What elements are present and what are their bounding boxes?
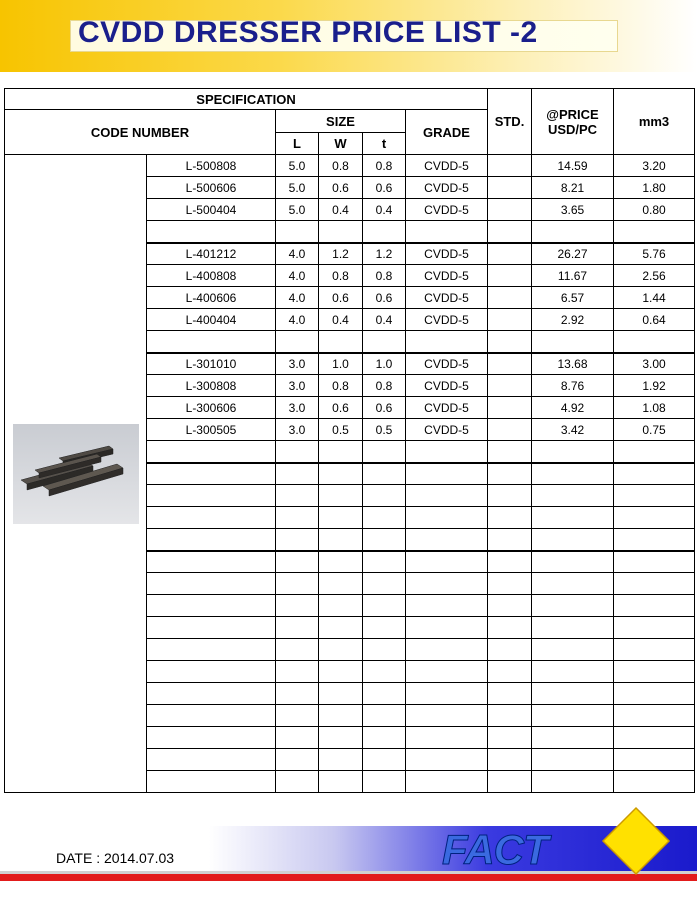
cell-grade xyxy=(406,749,488,771)
cell-t xyxy=(363,551,406,573)
cell-code: L-301010 xyxy=(147,353,276,375)
cell-w xyxy=(319,727,363,749)
cell-w: 0.8 xyxy=(319,155,363,177)
cell-grade xyxy=(406,573,488,595)
cell-price xyxy=(532,331,614,353)
header-price-line2: USD/PC xyxy=(547,121,598,137)
cell-grade: CVDD-5 xyxy=(406,287,488,309)
cell-code xyxy=(147,771,276,793)
cell-t: 0.8 xyxy=(363,155,406,177)
cell-grade xyxy=(406,551,488,573)
cell-grade xyxy=(406,639,488,661)
cell-price: 3.42 xyxy=(532,419,614,441)
cell-grade xyxy=(406,661,488,683)
cell-std xyxy=(488,265,532,287)
cell-grade xyxy=(406,485,488,507)
cell-code xyxy=(147,331,276,353)
cell-l xyxy=(276,331,319,353)
product-photo-cell xyxy=(5,155,147,793)
cell-l xyxy=(276,639,319,661)
cell-grade xyxy=(406,507,488,529)
cell-w xyxy=(319,463,363,485)
cell-l xyxy=(276,507,319,529)
cell-price xyxy=(532,507,614,529)
cell-t xyxy=(363,683,406,705)
cell-grade xyxy=(406,771,488,793)
table-row xyxy=(5,155,695,177)
header-specification: SPECIFICATION xyxy=(5,89,488,110)
cell-code: L-300505 xyxy=(147,419,276,441)
cell-w xyxy=(319,331,363,353)
cell-l xyxy=(276,463,319,485)
footer-red-stripe xyxy=(0,874,697,881)
cell-price: 14.59 xyxy=(532,155,614,177)
cell-t: 0.4 xyxy=(363,199,406,221)
cell-mm3 xyxy=(614,551,695,573)
cell-w: 0.4 xyxy=(319,199,363,221)
cell-t xyxy=(363,771,406,793)
cell-t xyxy=(363,485,406,507)
cell-w xyxy=(319,551,363,573)
cell-std xyxy=(488,485,532,507)
cell-price: 6.57 xyxy=(532,287,614,309)
cell-grade: CVDD-5 xyxy=(406,177,488,199)
cell-std xyxy=(488,375,532,397)
cell-w xyxy=(319,529,363,551)
cell-grade: CVDD-5 xyxy=(406,199,488,221)
cell-w: 0.5 xyxy=(319,419,363,441)
cell-code xyxy=(147,507,276,529)
cell-w xyxy=(319,573,363,595)
brand-logo: FACT xyxy=(442,826,548,873)
cell-mm3: 0.80 xyxy=(614,199,695,221)
cell-mm3 xyxy=(614,441,695,463)
cell-t xyxy=(363,617,406,639)
cell-mm3: 5.76 xyxy=(614,243,695,265)
cell-price: 11.67 xyxy=(532,265,614,287)
cell-grade: CVDD-5 xyxy=(406,265,488,287)
cell-mm3: 1.92 xyxy=(614,375,695,397)
cell-price xyxy=(532,661,614,683)
cell-price xyxy=(532,573,614,595)
cell-w xyxy=(319,485,363,507)
cell-code: L-500808 xyxy=(147,155,276,177)
cell-l xyxy=(276,727,319,749)
cell-grade: CVDD-5 xyxy=(406,419,488,441)
cell-code xyxy=(147,529,276,551)
cell-code xyxy=(147,441,276,463)
date-label: DATE : 2014.07.03 xyxy=(56,850,175,866)
cell-code xyxy=(147,749,276,771)
cell-l: 3.0 xyxy=(276,353,319,375)
cell-mm3: 0.64 xyxy=(614,309,695,331)
cell-std xyxy=(488,573,532,595)
cell-code: L-300606 xyxy=(147,397,276,419)
cell-std xyxy=(488,199,532,221)
cell-code: L-400606 xyxy=(147,287,276,309)
cell-t xyxy=(363,331,406,353)
cell-grade xyxy=(406,441,488,463)
cell-price xyxy=(532,551,614,573)
cell-std xyxy=(488,749,532,771)
cell-l xyxy=(276,595,319,617)
cell-t xyxy=(363,441,406,463)
cell-price: 13.68 xyxy=(532,353,614,375)
cell-t: 1.0 xyxy=(363,353,406,375)
cell-mm3 xyxy=(614,683,695,705)
header-size: SIZE xyxy=(276,110,406,133)
cell-w xyxy=(319,507,363,529)
cell-grade: CVDD-5 xyxy=(406,397,488,419)
cell-mm3 xyxy=(614,463,695,485)
cell-w xyxy=(319,595,363,617)
cell-l xyxy=(276,441,319,463)
cell-l: 3.0 xyxy=(276,397,319,419)
cell-grade xyxy=(406,727,488,749)
cell-w: 0.6 xyxy=(319,287,363,309)
cell-std xyxy=(488,155,532,177)
cell-std xyxy=(488,441,532,463)
cell-price xyxy=(532,529,614,551)
cell-std xyxy=(488,397,532,419)
cell-w xyxy=(319,617,363,639)
cell-mm3 xyxy=(614,617,695,639)
cell-w xyxy=(319,639,363,661)
cell-grade: CVDD-5 xyxy=(406,243,488,265)
cell-l xyxy=(276,661,319,683)
cell-price xyxy=(532,705,614,727)
cell-code xyxy=(147,661,276,683)
cell-t xyxy=(363,507,406,529)
cell-l xyxy=(276,551,319,573)
cell-l xyxy=(276,573,319,595)
header-l: L xyxy=(276,133,319,155)
cell-grade xyxy=(406,331,488,353)
cell-price: 8.21 xyxy=(532,177,614,199)
cell-mm3 xyxy=(614,221,695,243)
cell-t: 0.8 xyxy=(363,265,406,287)
cell-mm3: 3.00 xyxy=(614,353,695,375)
cell-price: 8.76 xyxy=(532,375,614,397)
header-code-number: CODE NUMBER xyxy=(5,110,276,155)
price-table xyxy=(4,88,695,793)
cell-mm3 xyxy=(614,573,695,595)
cell-l xyxy=(276,617,319,639)
cell-t: 0.4 xyxy=(363,309,406,331)
cell-price xyxy=(532,617,614,639)
cell-t: 0.6 xyxy=(363,397,406,419)
cell-w xyxy=(319,771,363,793)
cell-std xyxy=(488,683,532,705)
cell-code xyxy=(147,485,276,507)
cell-price xyxy=(532,463,614,485)
cell-std xyxy=(488,177,532,199)
cell-w: 0.4 xyxy=(319,309,363,331)
cell-t: 0.8 xyxy=(363,375,406,397)
cell-mm3: 2.56 xyxy=(614,265,695,287)
cell-mm3 xyxy=(614,595,695,617)
cell-w: 0.6 xyxy=(319,177,363,199)
header-price-line1: @PRICE xyxy=(546,106,599,122)
cell-t xyxy=(363,727,406,749)
cell-code: L-400808 xyxy=(147,265,276,287)
header-mm3: mm3 xyxy=(614,89,695,155)
header-std: STD. xyxy=(488,89,532,155)
cell-l: 3.0 xyxy=(276,419,319,441)
cell-price: 3.65 xyxy=(532,199,614,221)
cell-std xyxy=(488,595,532,617)
header-t: t xyxy=(363,133,406,155)
cell-std xyxy=(488,639,532,661)
cell-price xyxy=(532,727,614,749)
cell-l xyxy=(276,771,319,793)
cell-t xyxy=(363,529,406,551)
cell-mm3: 0.75 xyxy=(614,419,695,441)
cell-std xyxy=(488,287,532,309)
cell-mm3 xyxy=(614,639,695,661)
cell-l xyxy=(276,529,319,551)
cell-std xyxy=(488,353,532,375)
cell-std xyxy=(488,551,532,573)
cell-mm3: 1.44 xyxy=(614,287,695,309)
cell-grade: CVDD-5 xyxy=(406,375,488,397)
cell-mm3 xyxy=(614,507,695,529)
cell-grade xyxy=(406,705,488,727)
cell-l: 5.0 xyxy=(276,177,319,199)
cell-mm3: 1.08 xyxy=(614,397,695,419)
cell-mm3 xyxy=(614,331,695,353)
cell-code xyxy=(147,463,276,485)
cell-grade xyxy=(406,221,488,243)
cell-l: 4.0 xyxy=(276,309,319,331)
cell-code xyxy=(147,727,276,749)
cell-price xyxy=(532,595,614,617)
cell-code xyxy=(147,573,276,595)
price-table-body xyxy=(5,155,695,793)
cell-l: 4.0 xyxy=(276,243,319,265)
cell-t xyxy=(363,595,406,617)
header-price xyxy=(532,89,614,155)
cell-w: 0.8 xyxy=(319,375,363,397)
cell-t: 0.6 xyxy=(363,287,406,309)
cell-w: 0.8 xyxy=(319,265,363,287)
yellow-diamond-icon xyxy=(601,806,671,876)
cell-w xyxy=(319,221,363,243)
cell-code xyxy=(147,617,276,639)
cell-mm3 xyxy=(614,771,695,793)
cell-code xyxy=(147,639,276,661)
cell-grade: CVDD-5 xyxy=(406,155,488,177)
cell-grade xyxy=(406,463,488,485)
cell-l: 3.0 xyxy=(276,375,319,397)
cell-price xyxy=(532,771,614,793)
cell-l xyxy=(276,705,319,727)
cell-l xyxy=(276,485,319,507)
cell-code xyxy=(147,595,276,617)
cell-std xyxy=(488,243,532,265)
cvdd-dresser-sticks-photo xyxy=(13,424,139,524)
cell-w xyxy=(319,705,363,727)
cell-grade xyxy=(406,683,488,705)
cell-price xyxy=(532,683,614,705)
cell-mm3 xyxy=(614,727,695,749)
cell-std xyxy=(488,221,532,243)
cell-code xyxy=(147,683,276,705)
cell-price xyxy=(532,441,614,463)
cell-code xyxy=(147,705,276,727)
cell-l xyxy=(276,221,319,243)
cell-l: 4.0 xyxy=(276,265,319,287)
cell-t xyxy=(363,749,406,771)
cell-l xyxy=(276,749,319,771)
cell-price: 4.92 xyxy=(532,397,614,419)
cell-t: 1.2 xyxy=(363,243,406,265)
header-w: W xyxy=(319,133,363,155)
cell-std xyxy=(488,771,532,793)
cell-w xyxy=(319,661,363,683)
cell-std xyxy=(488,529,532,551)
cell-w: 1.0 xyxy=(319,353,363,375)
cell-std xyxy=(488,727,532,749)
cell-t xyxy=(363,661,406,683)
cell-t: 0.5 xyxy=(363,419,406,441)
cell-price xyxy=(532,221,614,243)
cell-l: 5.0 xyxy=(276,155,319,177)
cell-code: L-500404 xyxy=(147,199,276,221)
cell-price: 26.27 xyxy=(532,243,614,265)
cell-price xyxy=(532,639,614,661)
cell-std xyxy=(488,705,532,727)
cell-std xyxy=(488,507,532,529)
cell-t xyxy=(363,463,406,485)
cell-std xyxy=(488,419,532,441)
cell-std xyxy=(488,463,532,485)
cell-t xyxy=(363,639,406,661)
cell-price xyxy=(532,749,614,771)
cell-t xyxy=(363,573,406,595)
cell-mm3 xyxy=(614,749,695,771)
cell-w xyxy=(319,441,363,463)
cell-code: L-401212 xyxy=(147,243,276,265)
cell-std xyxy=(488,661,532,683)
cell-w: 0.6 xyxy=(319,397,363,419)
cell-mm3: 3.20 xyxy=(614,155,695,177)
cell-mm3: 1.80 xyxy=(614,177,695,199)
cell-std xyxy=(488,331,532,353)
cell-mm3 xyxy=(614,529,695,551)
cell-code: L-500606 xyxy=(147,177,276,199)
cell-grade xyxy=(406,617,488,639)
cell-t xyxy=(363,221,406,243)
page-title: CVDD DRESSER PRICE LIST -2 xyxy=(78,16,538,49)
cell-l xyxy=(276,683,319,705)
cell-w xyxy=(319,683,363,705)
cell-grade: CVDD-5 xyxy=(406,309,488,331)
cell-t: 0.6 xyxy=(363,177,406,199)
cell-grade xyxy=(406,595,488,617)
cell-code xyxy=(147,221,276,243)
cell-mm3 xyxy=(614,661,695,683)
cell-grade xyxy=(406,529,488,551)
cell-price: 2.92 xyxy=(532,309,614,331)
cell-std xyxy=(488,617,532,639)
cell-mm3 xyxy=(614,485,695,507)
cell-code: L-400404 xyxy=(147,309,276,331)
cell-std xyxy=(488,309,532,331)
header-grade: GRADE xyxy=(406,110,488,155)
cell-w: 1.2 xyxy=(319,243,363,265)
cell-code xyxy=(147,551,276,573)
cell-l: 4.0 xyxy=(276,287,319,309)
cell-grade: CVDD-5 xyxy=(406,353,488,375)
cell-l: 5.0 xyxy=(276,199,319,221)
cell-code: L-300808 xyxy=(147,375,276,397)
cell-mm3 xyxy=(614,705,695,727)
cell-t xyxy=(363,705,406,727)
cell-w xyxy=(319,749,363,771)
cell-price xyxy=(532,485,614,507)
